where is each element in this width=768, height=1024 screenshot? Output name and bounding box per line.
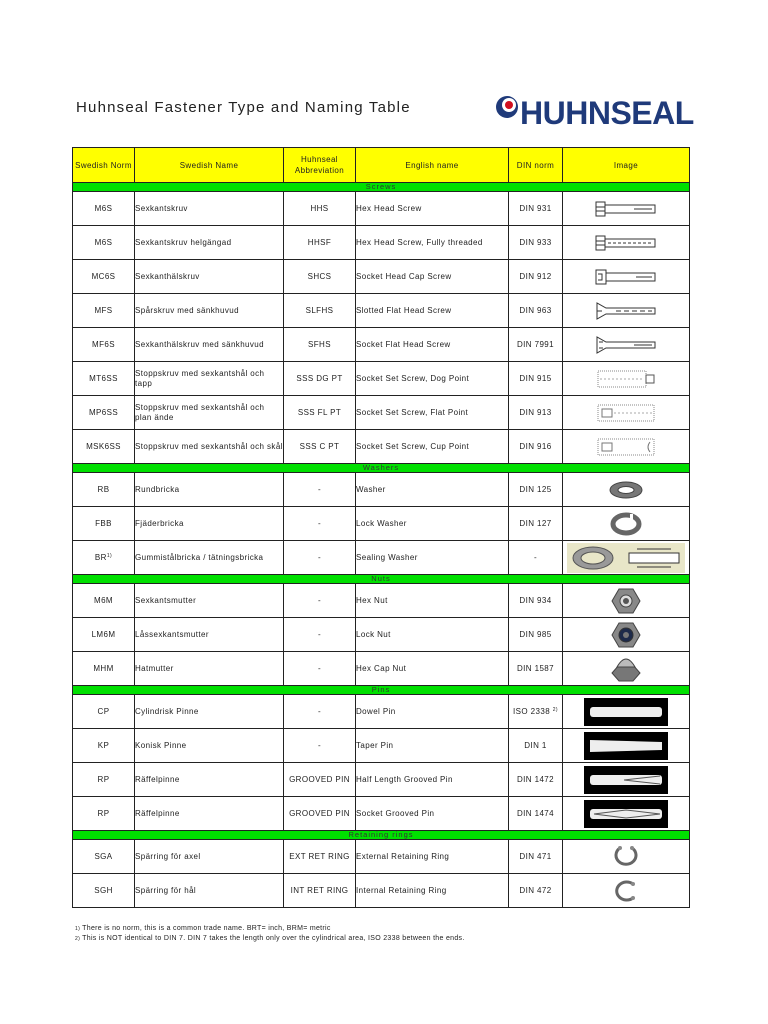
cell-swedish-name: Spårskruv med sänkhuvud	[135, 294, 284, 328]
cell-abbreviation: SHCS	[284, 260, 356, 294]
table-row	[73, 584, 690, 618]
table-row	[73, 430, 690, 464]
table-row	[73, 260, 690, 294]
section-header	[73, 464, 690, 473]
cell-image	[563, 652, 690, 686]
cell-abbreviation: -	[284, 584, 356, 618]
footnote-2: $^{2)}$ This is NOT identical to DIN 7. DIN 7 takes the length only over the cylindrical area, ISO 2338 between the ends.	[75, 935, 465, 942]
section-label: Retaining rings	[73, 831, 690, 840]
section-label: Nuts	[73, 575, 690, 584]
cell-abbreviation: -	[284, 473, 356, 507]
cell-english-name: Hex Head Screw	[356, 192, 509, 226]
cell-image	[563, 729, 690, 763]
cell-swedish-name: Räffelpinne	[135, 763, 284, 797]
cap-nut-icon	[611, 664, 641, 673]
cell-image	[563, 226, 690, 260]
footnotes	[75, 924, 465, 944]
cell-english-name: Hex Head Screw, Fully threaded	[356, 226, 509, 260]
header-swedish-name: Swedish Name	[135, 148, 284, 183]
cell-swedish-norm: SGA	[73, 840, 135, 874]
cell-swedish-name: Hatmutter	[135, 652, 284, 686]
cell-swedish-name: Sexkantskruv	[135, 192, 284, 226]
external-retaining-ring-icon	[611, 852, 641, 861]
cell-din-norm: DIN 912	[509, 260, 563, 294]
cell-swedish-norm: RB	[73, 473, 135, 507]
cell-swedish-norm: MT6SS	[73, 362, 135, 396]
header-english-name: English name	[356, 148, 509, 183]
cell-din-norm: -	[509, 541, 563, 575]
header-row	[73, 148, 690, 183]
cell-din-norm: DIN 1587	[509, 652, 563, 686]
cell-swedish-norm: BR$^{1)}$	[73, 541, 135, 575]
cell-swedish-name: Konisk Pinne	[135, 729, 284, 763]
cell-swedish-name: Sexkantsmutter	[135, 584, 284, 618]
cell-abbreviation: -	[284, 695, 356, 729]
cell-din-norm: DIN 125	[509, 473, 563, 507]
set-screw-cup-point-icon	[594, 442, 658, 451]
cell-swedish-norm: SGH	[73, 874, 135, 908]
cell-image	[563, 797, 690, 831]
cell-english-name: Socket Flat Head Screw	[356, 328, 509, 362]
cell-english-name: Socket Grooved Pin	[356, 797, 509, 831]
cell-english-name: Socket Head Cap Screw	[356, 260, 509, 294]
table-row	[73, 473, 690, 507]
logo-mark-icon	[494, 94, 520, 120]
cell-image	[563, 260, 690, 294]
table-row	[73, 507, 690, 541]
hex-nut-icon	[611, 596, 641, 605]
header-din-norm: DIN norm	[509, 148, 563, 183]
cell-swedish-name: Sexkantskruv helgängad	[135, 226, 284, 260]
cell-abbreviation: SSS DG PT	[284, 362, 356, 396]
cell-swedish-name: Räffelpinne	[135, 797, 284, 831]
cell-swedish-norm: RP	[73, 763, 135, 797]
cell-abbreviation: GROOVED PIN	[284, 797, 356, 831]
sealing-washer-icon	[567, 553, 685, 562]
slotted-flat-head-screw-icon	[594, 306, 658, 315]
cell-english-name: Socket Set Screw, Flat Point	[356, 396, 509, 430]
cell-swedish-name: Stoppskruv med sexkantshål och skål	[135, 430, 284, 464]
table-row	[73, 763, 690, 797]
internal-retaining-ring-icon	[611, 886, 641, 895]
cell-din-norm: DIN 1472	[509, 763, 563, 797]
cell-image	[563, 840, 690, 874]
cell-swedish-name: Rundbricka	[135, 473, 284, 507]
section-label: Screws	[73, 183, 690, 192]
cell-swedish-name: Cylindrisk Pinne	[135, 695, 284, 729]
cell-image	[563, 618, 690, 652]
cell-swedish-norm: M6S	[73, 192, 135, 226]
table-row	[73, 874, 690, 908]
cell-abbreviation: -	[284, 618, 356, 652]
cell-swedish-norm: MSK6SS	[73, 430, 135, 464]
set-screw-dog-point-icon	[594, 374, 658, 383]
cell-swedish-norm: MHM	[73, 652, 135, 686]
cell-image	[563, 473, 690, 507]
cell-abbreviation: -	[284, 729, 356, 763]
cell-din-norm: DIN 933	[509, 226, 563, 260]
cell-image	[563, 328, 690, 362]
cell-din-norm: DIN 915	[509, 362, 563, 396]
cell-din-norm: DIN 1	[509, 729, 563, 763]
set-screw-flat-point-icon	[594, 408, 658, 417]
cell-english-name: Lock Washer	[356, 507, 509, 541]
cell-swedish-norm: KP	[73, 729, 135, 763]
table-row	[73, 652, 690, 686]
huhnseal-logo	[494, 92, 694, 136]
taper-pin-icon	[584, 741, 668, 750]
table-row	[73, 695, 690, 729]
cell-english-name: Half Length Grooved Pin	[356, 763, 509, 797]
table-row	[73, 729, 690, 763]
table-row	[73, 797, 690, 831]
cell-image	[563, 541, 690, 575]
cell-swedish-name: Spärring för axel	[135, 840, 284, 874]
cell-swedish-name: Sexkanthälskruv	[135, 260, 284, 294]
cell-swedish-name: Gummistålbricka / tätningsbricka	[135, 541, 284, 575]
cell-english-name: Sealing Washer	[356, 541, 509, 575]
socket-head-cap-screw-icon	[594, 272, 658, 281]
cell-swedish-norm: FBB	[73, 507, 135, 541]
cell-abbreviation: INT RET RING	[284, 874, 356, 908]
hex-head-screw-full-thread-icon	[594, 238, 658, 247]
section-label: Pins	[73, 686, 690, 695]
cell-swedish-norm: RP	[73, 797, 135, 831]
table-row	[73, 226, 690, 260]
table-row	[73, 362, 690, 396]
grooved-pin-icon	[584, 809, 668, 818]
cell-din-norm: DIN 127	[509, 507, 563, 541]
washer-icon	[608, 485, 644, 494]
dowel-pin-icon	[584, 707, 668, 716]
cell-din-norm: DIN 913	[509, 396, 563, 430]
cell-din-norm: DIN 916	[509, 430, 563, 464]
cell-din-norm: DIN 934	[509, 584, 563, 618]
cell-swedish-name: Stoppskruv med sexkantshål och tapp	[135, 362, 284, 396]
table-row	[73, 618, 690, 652]
cell-swedish-name: Spärring för hål	[135, 874, 284, 908]
cell-swedish-name: Fjäderbricka	[135, 507, 284, 541]
header-image: Image	[563, 148, 690, 183]
cell-english-name: Washer	[356, 473, 509, 507]
cell-english-name: External Retaining Ring	[356, 840, 509, 874]
cell-english-name: Dowel Pin	[356, 695, 509, 729]
cell-din-norm: DIN 472	[509, 874, 563, 908]
table-row	[73, 192, 690, 226]
cell-abbreviation: GROOVED PIN	[284, 763, 356, 797]
cell-swedish-norm: MP6SS	[73, 396, 135, 430]
lock-nut-icon	[611, 630, 641, 639]
table-row	[73, 328, 690, 362]
cell-din-norm: DIN 963	[509, 294, 563, 328]
cell-image	[563, 396, 690, 430]
table-row	[73, 541, 690, 575]
cell-din-norm: DIN 1474	[509, 797, 563, 831]
cell-swedish-norm: MF6S	[73, 328, 135, 362]
table-row	[73, 396, 690, 430]
cell-image	[563, 763, 690, 797]
cell-image	[563, 294, 690, 328]
cell-abbreviation: -	[284, 652, 356, 686]
cell-abbreviation: -	[284, 541, 356, 575]
cell-english-name: Taper Pin	[356, 729, 509, 763]
cell-image	[563, 584, 690, 618]
table-row	[73, 840, 690, 874]
lock-washer-icon	[610, 519, 642, 528]
hex-head-screw-icon	[594, 204, 658, 213]
cell-abbreviation: SSS FL PT	[284, 396, 356, 430]
cell-swedish-norm: LM6M	[73, 618, 135, 652]
logo-text: HUHNSEAL	[520, 95, 694, 131]
cell-image	[563, 874, 690, 908]
section-header	[73, 183, 690, 192]
cell-din-norm: DIN 471	[509, 840, 563, 874]
section-label: Washers	[73, 464, 690, 473]
cell-english-name: Socket Set Screw, Cup Point	[356, 430, 509, 464]
cell-din-norm: DIN 985	[509, 618, 563, 652]
cell-swedish-norm: MFS	[73, 294, 135, 328]
section-header	[73, 831, 690, 840]
cell-english-name: Socket Set Screw, Dog Point	[356, 362, 509, 396]
cell-image	[563, 430, 690, 464]
cell-din-norm: DIN 7991	[509, 328, 563, 362]
cell-abbreviation: SFHS	[284, 328, 356, 362]
cell-english-name: Hex Cap Nut	[356, 652, 509, 686]
section-header	[73, 575, 690, 584]
section-header	[73, 686, 690, 695]
cell-din-norm: DIN 931	[509, 192, 563, 226]
cell-english-name: Internal Retaining Ring	[356, 874, 509, 908]
cell-swedish-norm: M6S	[73, 226, 135, 260]
cell-english-name: Lock Nut	[356, 618, 509, 652]
footnote-1: $^{1)}$ There is no norm, this is a common trade name. BRT= inch, BRM= metric	[75, 925, 331, 932]
fastener-table	[72, 147, 690, 908]
table-row	[73, 294, 690, 328]
cell-image	[563, 192, 690, 226]
cell-swedish-norm: M6M	[73, 584, 135, 618]
cell-abbreviation: HHS	[284, 192, 356, 226]
cell-image	[563, 695, 690, 729]
cell-abbreviation: -	[284, 507, 356, 541]
cell-din-norm: ISO 2338 $^{2)}$	[509, 695, 563, 729]
cell-swedish-norm: MC6S	[73, 260, 135, 294]
cell-abbreviation: SLFHS	[284, 294, 356, 328]
cell-abbreviation: EXT RET RING	[284, 840, 356, 874]
cell-image	[563, 507, 690, 541]
cell-image	[563, 362, 690, 396]
header-abbreviation: Huhnseal Abbreviation	[284, 148, 356, 183]
cell-english-name: Slotted Flat Head Screw	[356, 294, 509, 328]
cell-abbreviation: HHSF	[284, 226, 356, 260]
cell-abbreviation: SSS C PT	[284, 430, 356, 464]
cell-swedish-norm: CP	[73, 695, 135, 729]
socket-flat-head-screw-icon	[594, 340, 658, 349]
cell-swedish-name: Stoppskruv med sexkantshål och plan ände	[135, 396, 284, 430]
cell-english-name: Hex Nut	[356, 584, 509, 618]
cell-swedish-name: Låssexkantsmutter	[135, 618, 284, 652]
page-title: Huhnseal Fastener Type and Naming Table	[76, 99, 411, 116]
half-grooved-pin-icon	[584, 775, 668, 784]
cell-swedish-name: Sexkanthälskruv med sänkhuvud	[135, 328, 284, 362]
header-swedish-norm: Swedish Norm	[73, 148, 135, 183]
